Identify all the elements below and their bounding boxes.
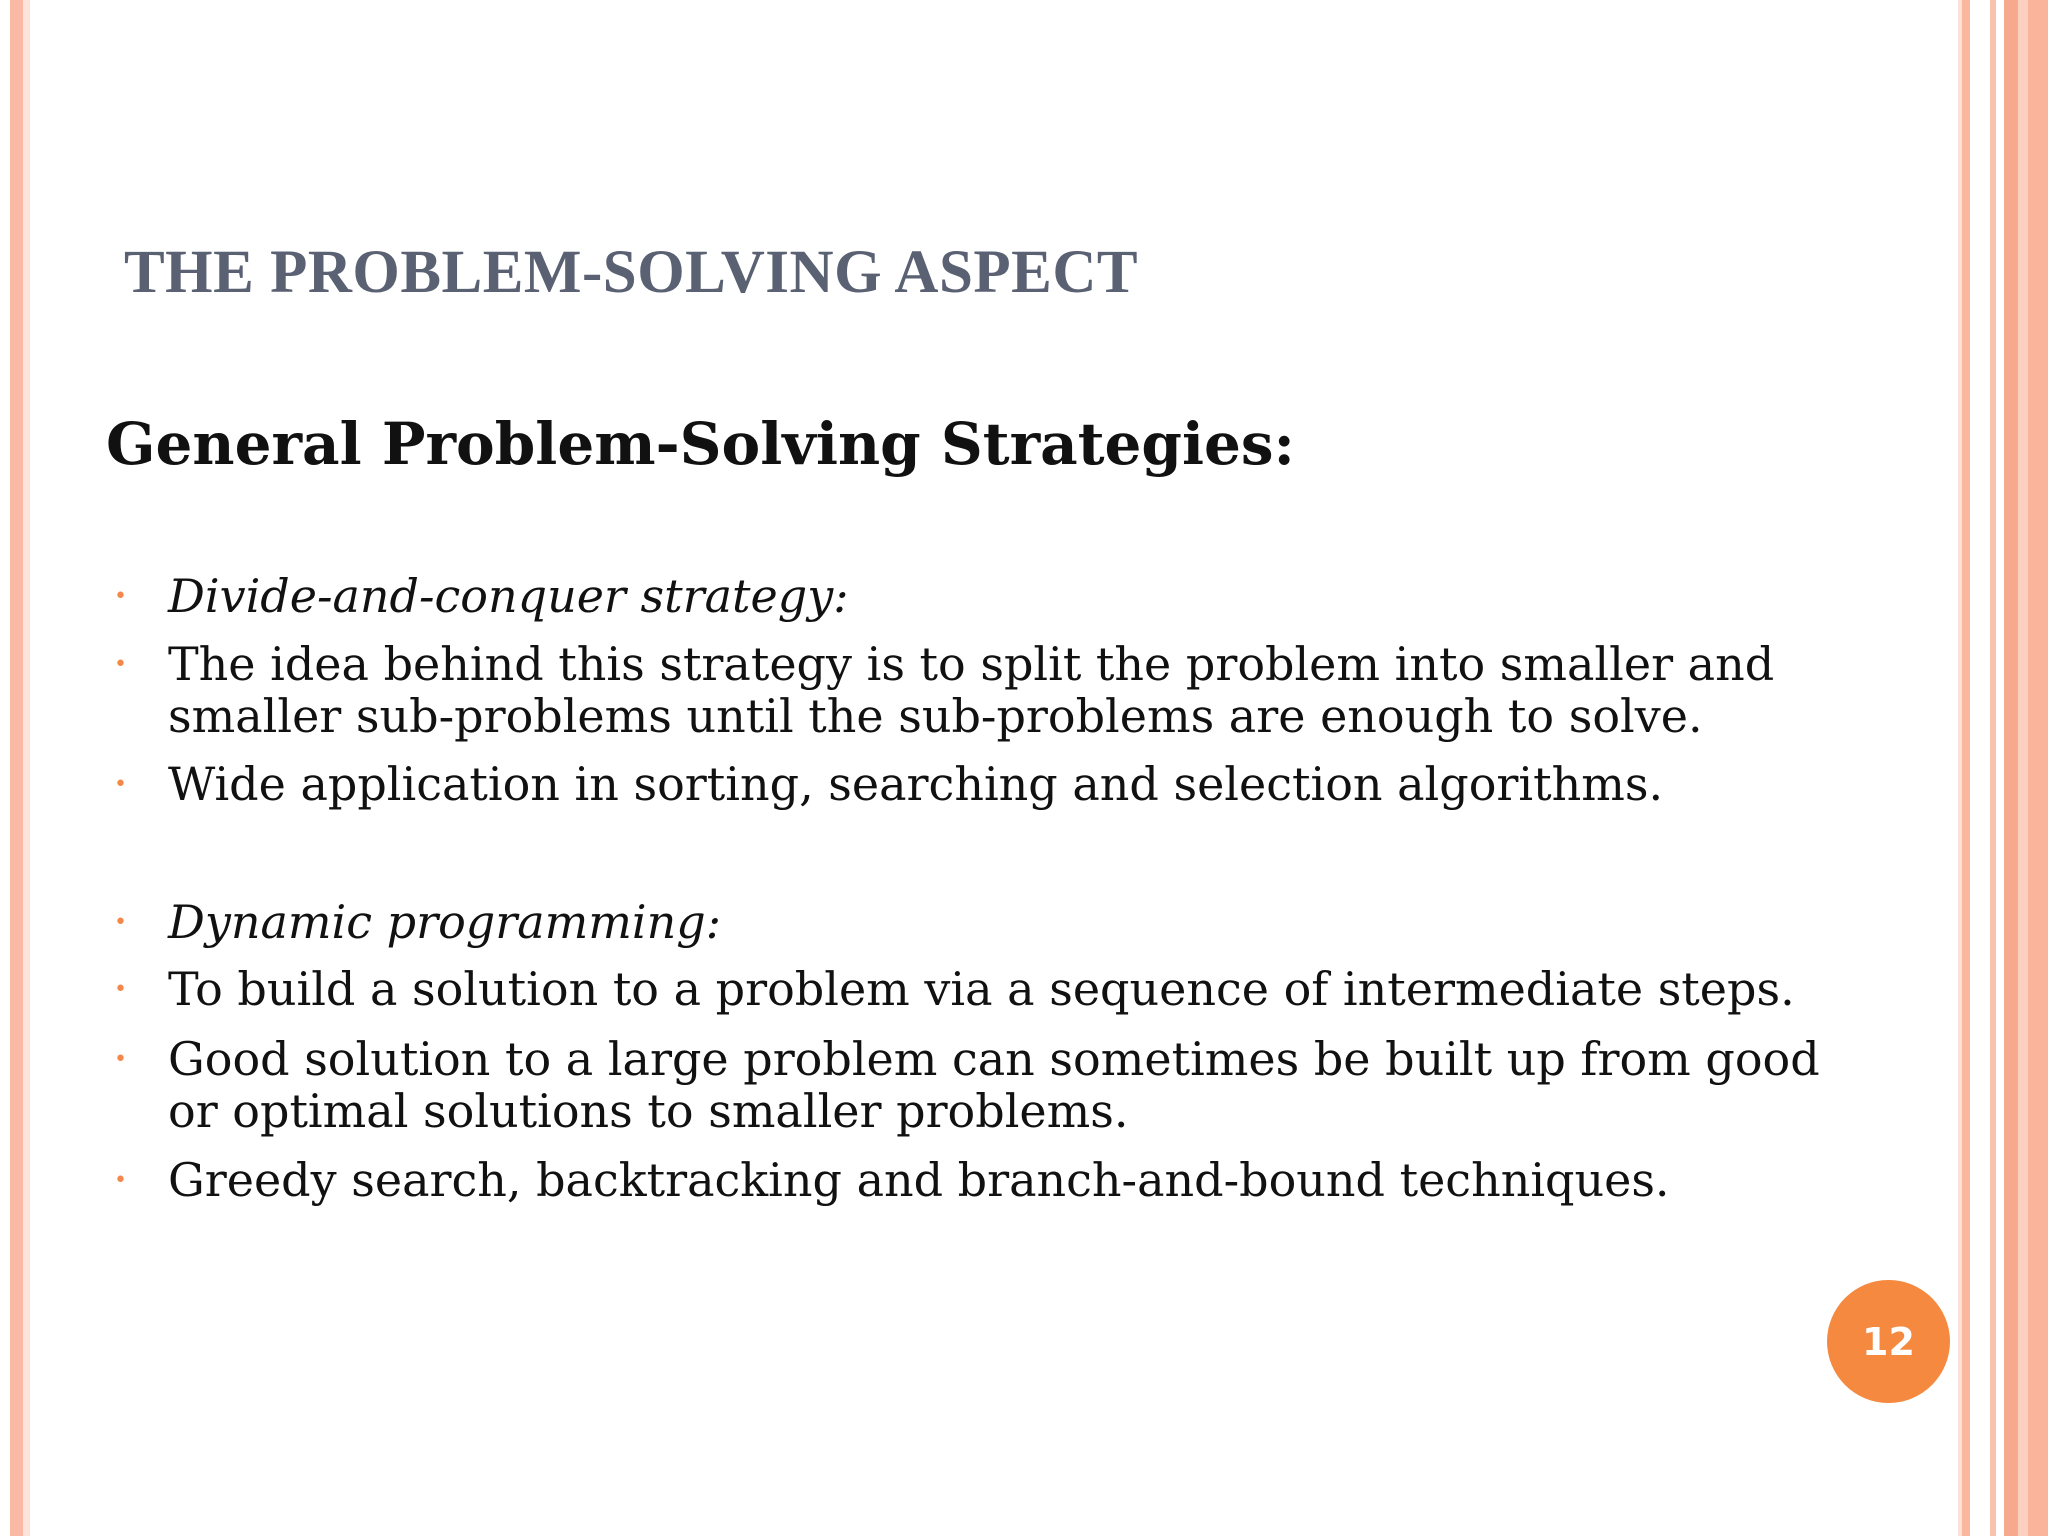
- bullet-dot-icon: •: [114, 1047, 127, 1072]
- page-number-badge: [1827, 1280, 1950, 1403]
- page-number: 12: [1862, 1319, 1915, 1364]
- bullet-text-line: or optimal solutions to smaller problems.: [168, 1084, 1129, 1138]
- bullet-text: Divide-and-conquer strategy:: [168, 569, 849, 623]
- bullet-dot-icon: •: [114, 584, 127, 609]
- bullet-dot-icon: •: [114, 772, 127, 797]
- bullet-text: Greedy search, backtracking and branch-and-bound techniques.: [168, 1153, 1670, 1207]
- bullet-item: [114, 1153, 1928, 1207]
- bullet-text-line: Good solution to a large problem can sometimes be built up from good: [168, 1032, 1820, 1086]
- right-border-strip: [2018, 0, 2028, 1536]
- bullet-text: Wide application in sorting, searching and selection algorithms.: [168, 757, 1664, 811]
- bullet-text-line: smaller sub-problems until the sub-problems are enough to solve.: [168, 689, 1703, 743]
- right-border-strip: [1962, 0, 1970, 1536]
- bullet-item: [114, 637, 1928, 743]
- bullet-text-line: The idea behind this strategy is to split the problem into smaller and: [168, 637, 1775, 691]
- bullet-text: To build a solution to a problem via a sequence of intermediate steps.: [168, 962, 1795, 1016]
- bullet-item: [114, 962, 1928, 1016]
- right-border-strip: [2028, 0, 2048, 1536]
- right-border-gap: [1970, 0, 1990, 1536]
- slide-subtitle: General Problem-Solving Strategies:: [106, 410, 1295, 478]
- bullet-dot-icon: •: [114, 910, 127, 935]
- left-border-strip-inner: [23, 0, 30, 1536]
- slide-title: THE PROBLEM-SOLVING ASPECT: [124, 239, 1139, 306]
- bullet-dot-icon: •: [114, 652, 127, 677]
- bullet-dot-icon: •: [114, 1168, 127, 1193]
- bullet-item: [114, 895, 1928, 949]
- bullet-item: [114, 1032, 1928, 1138]
- right-border-gap: [1996, 0, 2004, 1536]
- bullet-dot-icon: •: [114, 977, 127, 1002]
- right-border-strip: [2004, 0, 2018, 1536]
- bullet-item: [114, 757, 1928, 811]
- left-border-strip: [10, 0, 23, 1536]
- bullet-text: Dynamic programming:: [168, 895, 722, 949]
- bullet-item: [114, 569, 1928, 623]
